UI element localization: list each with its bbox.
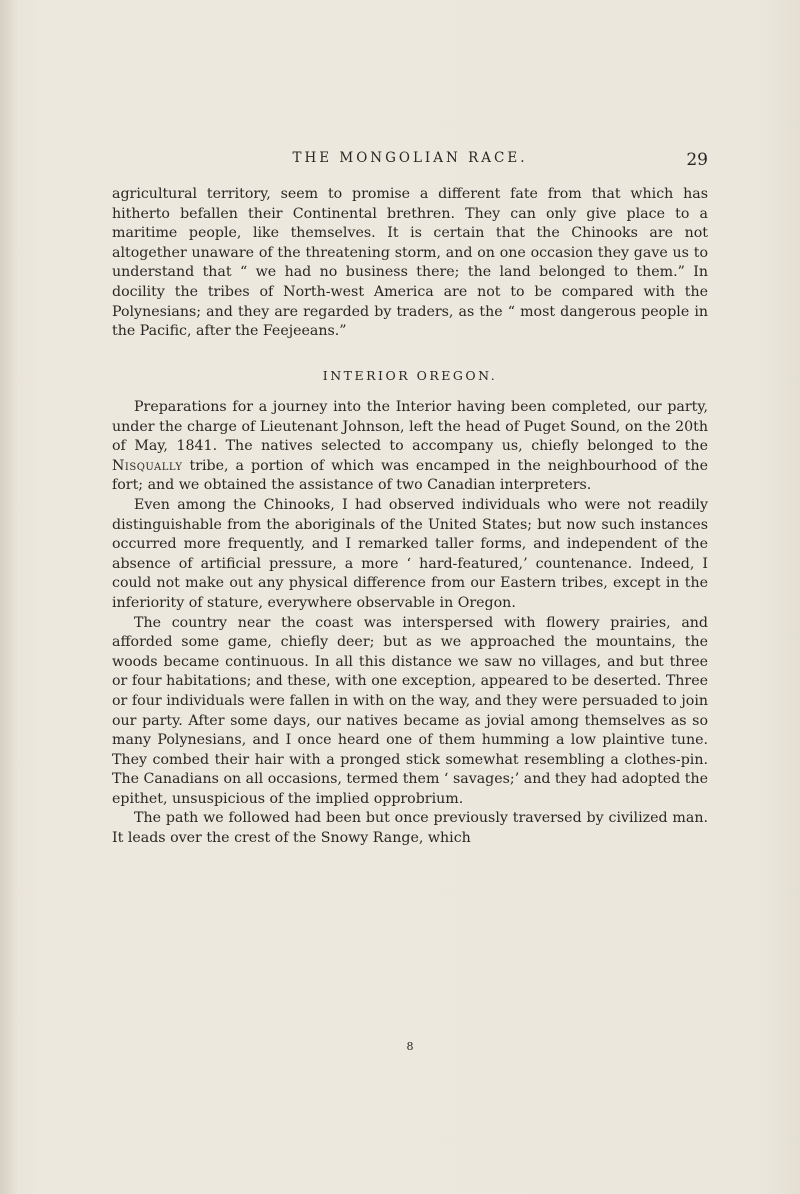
text-block-main xyxy=(112,398,708,849)
running-title: THE MONGOLIAN RACE. xyxy=(292,150,528,166)
paragraph-5: The path we followed had been but once previously traversed by civilized man. It leads over the crest of the Snowy Range, which xyxy=(112,810,708,847)
section-title: INTERIOR OREGON. xyxy=(322,368,498,383)
page-edge-shadow xyxy=(0,0,18,1194)
paragraph-2-before: Preparations for a journey into the Interior having been completed, our party, under the charge of Lieutenant Johnson, left the head of Puget Sound, on the 20th of May, 1841. The natives selected to accompany us, chiefly belonged to the xyxy=(112,399,708,455)
text-block-top xyxy=(112,185,708,342)
paragraph-2 xyxy=(112,398,708,496)
paragraph-1: agricultural territory, seem to promise a different fate from that which has hitherto befallen their Continental brethren. They can only give place to a maritime people, like themselves. It is certain that the Chinooks are not altogether unaware of the threatening storm, and on one occasion they gave us to understand that “ we had no business there; the land belonged to them.” In docility the tribes of North-west America are not to be compared with the Polynesians; and they are regarded by traders, as the “ most dangerous people in the Pacific, after the Feejeeans.” xyxy=(112,186,708,340)
paragraph-3: Even among the Chinooks, I had observed individuals who were not readily distinguishable from the aboriginals of the United States; but now such instances occurred more frequently, and I remarked taller forms, and independent of the absence of artificial pressure, a more ‘ hard-featured,’ countenance. Indeed, I could not make out any physical difference from our Eastern tribes, except in the inferiority of stature, everywhere observable in Oregon. xyxy=(112,496,708,611)
page-number: 29 xyxy=(686,150,708,170)
paragraph-4: The country near the coast was interspersed with flowery prairies, and afforded some game, chiefly deer; but as we approached the mountains, the woods became continuous. In all this distance we saw no villages, and but three or four habitations; and these, with one exception, appeared to be deserted. Three or four individuals were fallen in with on the way, and they were persuaded to join our party. After some days, our natives became as jovial among themselves as so many Polynesians, and I once heard one of them humming a low plaintive tune. They combed their hair with a pronged stick somewhat resembling a clothes-pin. The Canadians on all occasions, termed them ‘ savages;’ and they had adopted the epithet, unsuspicious of the implied opprobrium. xyxy=(112,614,708,807)
paragraph-2-after: tribe, a portion of which was encamped in the neighbourhood of the fort; and we obtained the assistance of two Canadian interpreters. xyxy=(112,457,708,494)
running-head xyxy=(112,150,708,180)
signature-mark: 8 xyxy=(406,1040,414,1053)
tribe-name: Nisqually xyxy=(112,457,183,474)
